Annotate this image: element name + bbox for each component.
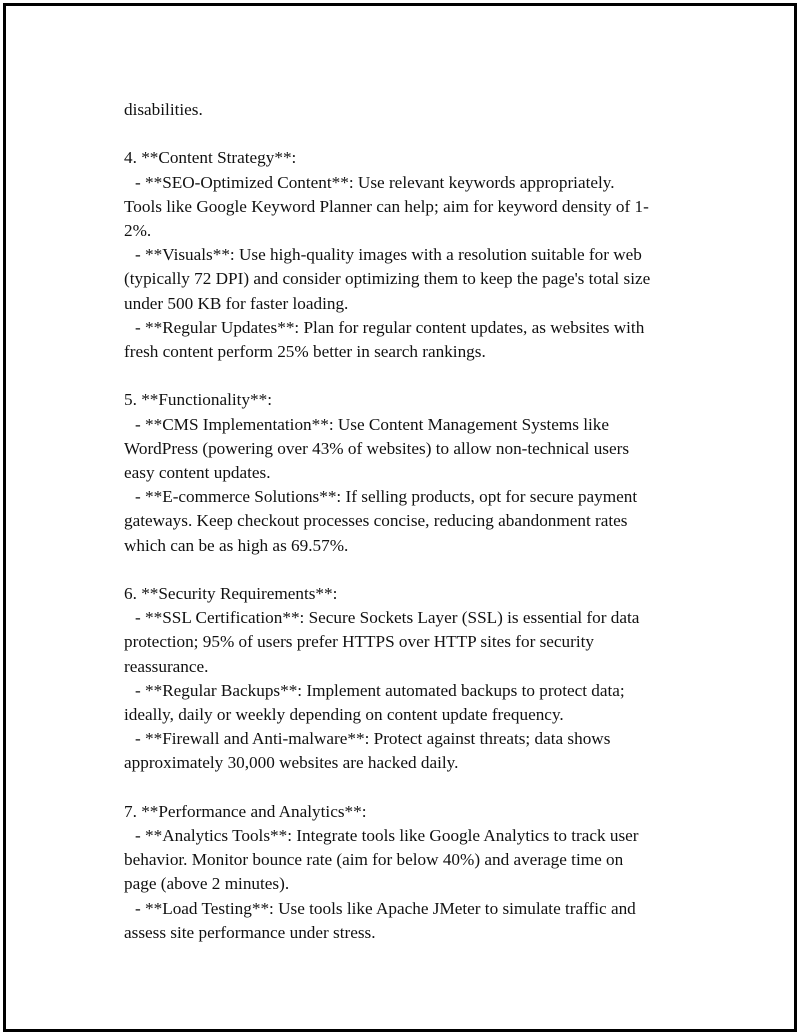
list-item-lead: - **CMS Implementation**: Use Content Management Systems like — [135, 414, 610, 434]
list-item-lead: - **Regular Backups**: Implement automated backups to protect data; — [135, 680, 625, 700]
section-heading: 7. **Performance and Analytics**: — [124, 801, 367, 821]
spacer — [124, 122, 699, 146]
list-item-text: 2%. — [124, 221, 152, 240]
list-item-lead: - **E-commerce Solutions**: If selling products, opt for secure payment — [135, 487, 638, 507]
list-item-text: under 500 KB for faster loading. — [124, 293, 349, 313]
list-item-lead: - **Firewall and Anti-malware**: Protect against threats; data shows — [135, 729, 611, 749]
list-item-text: gateways. Keep checkout processes concise, reducing abandonment rates — [124, 511, 628, 531]
list-item-text: fresh content perform 25% better in search rankings. — [124, 342, 486, 362]
page-frame — [3, 3, 797, 1032]
list-item-text: (typically 72 DPI) and consider optimizing them to keep the page's total size — [124, 269, 651, 289]
spacer — [124, 558, 699, 582]
section-heading: 4. **Content Strategy**: — [124, 148, 297, 168]
list-item-lead: - **Visuals**: Use high-quality images with a resolution suitable for web — [135, 245, 642, 265]
list-item-text: page (above 2 minutes). — [124, 874, 290, 894]
spacer — [124, 364, 699, 388]
list-item-lead: - **Load Testing**: Use tools like Apache JMeter to simulate traffic and — [135, 898, 636, 918]
list-item-text: easy content updates. — [124, 463, 271, 483]
list-item-text: Tools like Google Keyword Planner can help; aim for keyword density of 1- — [124, 196, 649, 216]
list-item-text: reassurance. — [124, 656, 209, 676]
list-item-text: WordPress (powering over 43% of websites) to allow non-technical users — [124, 438, 630, 458]
list-item-text: approximately 30,000 websites are hacked daily. — [124, 753, 459, 773]
section-heading: 5. **Functionality**: — [124, 390, 272, 410]
section-heading: 6. **Security Requirements**: — [124, 584, 338, 604]
intro-line: disabilities. — [124, 100, 203, 119]
list-item-lead: - **SEO-Optimized Content**: Use relevant keywords appropriately. — [135, 172, 615, 192]
list-item-text: assess site performance under stress. — [124, 922, 376, 942]
list-item-lead: - **Analytics Tools**: Integrate tools like Google Analytics to track user — [135, 826, 639, 846]
list-item-lead: - **SSL Certification**: Secure Sockets Layer (SSL) is essential for data — [135, 608, 640, 628]
list-item-lead: - **Regular Updates**: Plan for regular content updates, as websites with — [135, 317, 645, 337]
list-item-text: which can be as high as 69.57%. — [124, 535, 349, 555]
list-item-text: ideally, daily or weekly depending on content update frequency. — [124, 705, 564, 725]
document-body — [124, 98, 699, 945]
list-item-text: behavior. Monitor bounce rate (aim for below 40%) and average time on — [124, 850, 624, 870]
spacer — [124, 776, 699, 800]
list-item-text: protection; 95% of users prefer HTTPS over HTTP sites for security — [124, 632, 594, 652]
